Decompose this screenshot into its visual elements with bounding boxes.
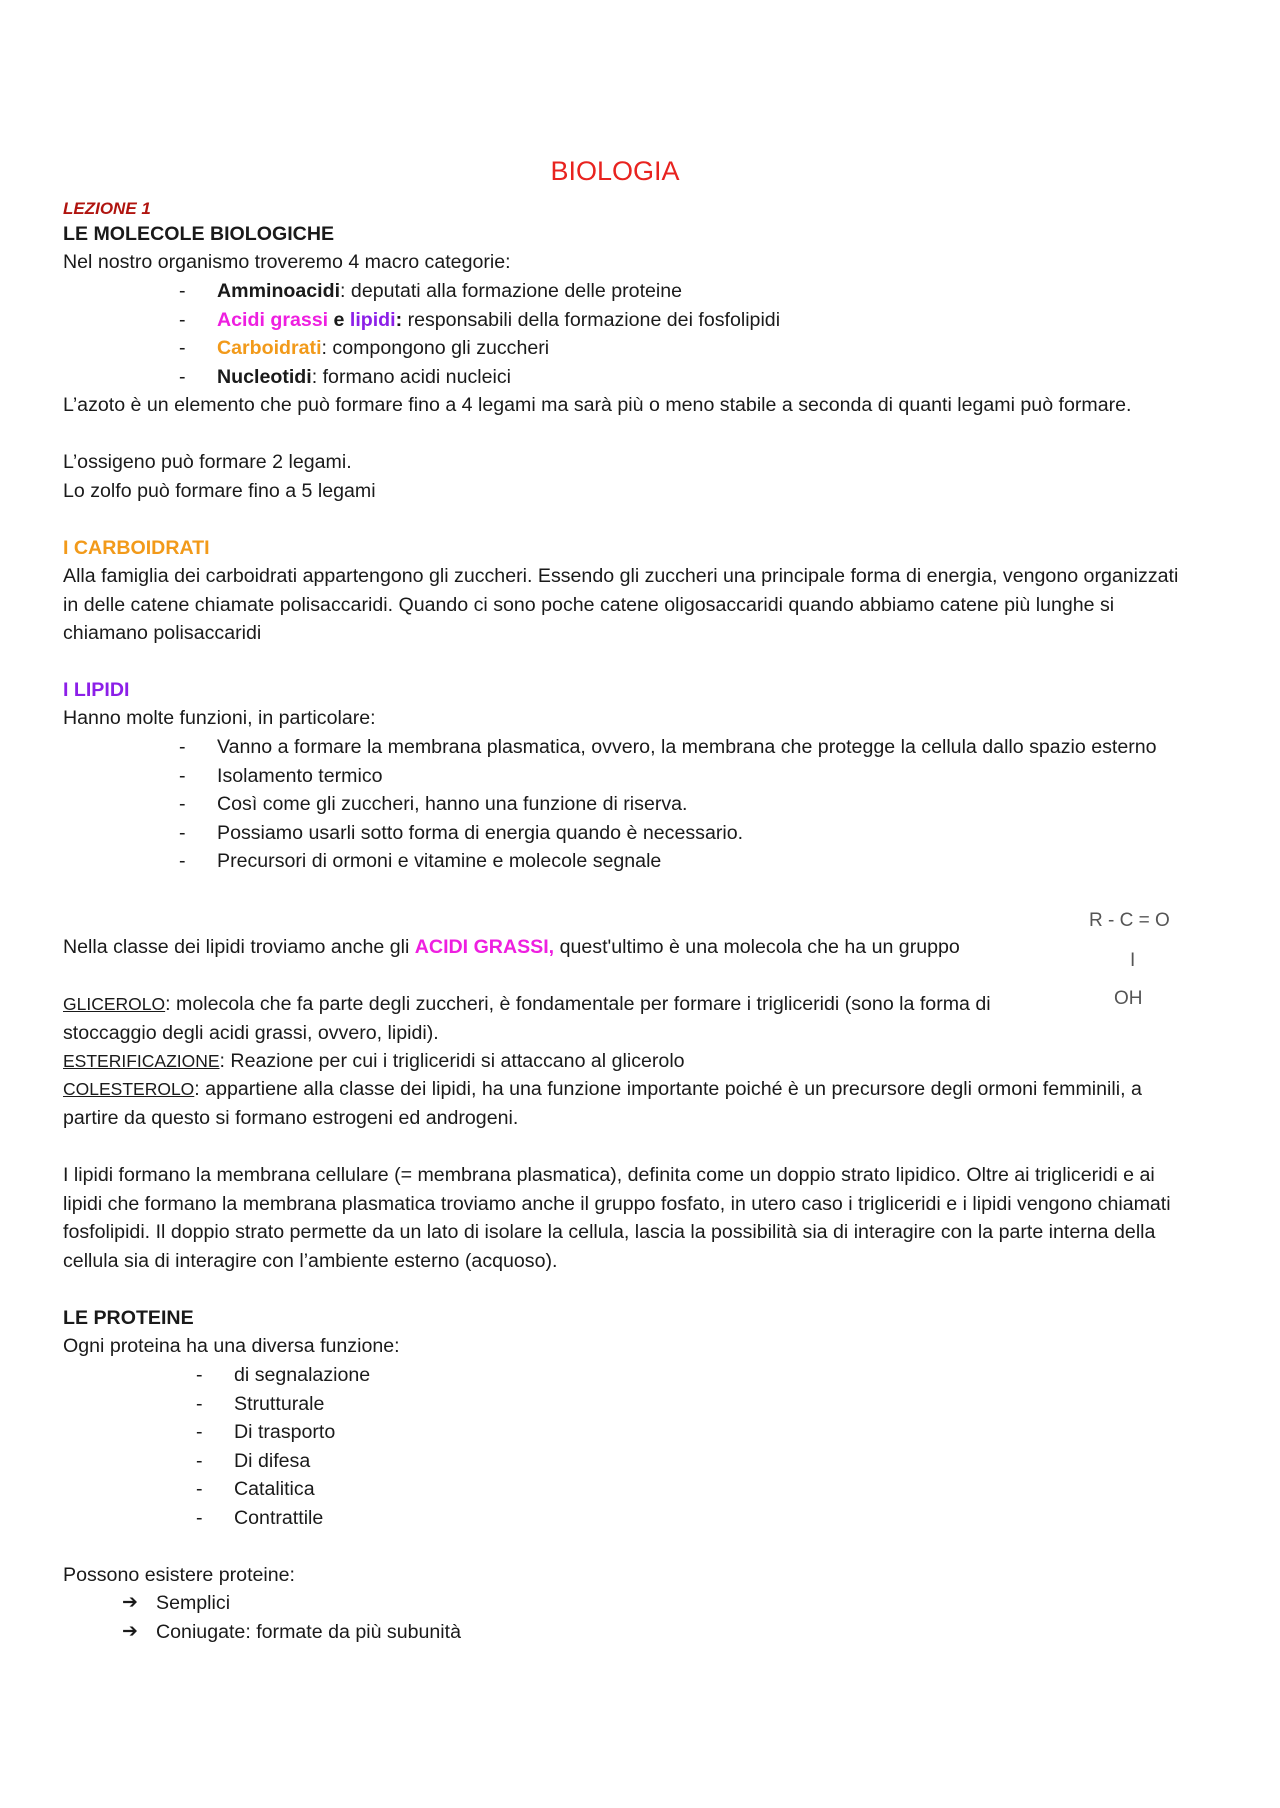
list-item: - Di difesa xyxy=(234,1447,834,1476)
lesson-label: LEZIONE 1 xyxy=(63,199,151,218)
arrow-icon: ➔ xyxy=(122,1620,138,1642)
molecole-intro: Nel nostro organismo troveremo 4 macro categorie: xyxy=(63,251,511,273)
membrana-text: I lipidi formano la membrana cellulare (= membrana plasmatica), definita come un doppio strato lipidico. Oltre ai trigliceridi e ai lipidi che formano la membrana plasmatica troviamo anche il gruppo fosfato, in utero caso i trigliceridi e i lipidi vengono chiamati fosfolipidi. Il doppio strato permette da un lato di isolare la cellula, lascia la possibilità sia di interagire con la parte interna della cellula sia di interagire con l’ambiente esterno (acquoso). xyxy=(63,1164,1171,1272)
carboxyl-group-formula: R - C = O I OH xyxy=(1089,910,1170,1009)
zolfo-text: Lo zolfo può formare fino a 5 legami xyxy=(63,480,376,502)
list-item: ➔ Semplici xyxy=(156,1589,756,1618)
list-item: - Strutturale xyxy=(234,1390,834,1419)
acidi-grassi-text: Nella classe dei lipidi troviamo anche gli ACIDI GRASSI, quest'ultimo è una molecola che ha un gruppo xyxy=(63,936,960,958)
molecole-list xyxy=(217,277,1177,391)
proteine-intro: Ogni proteina ha una diversa funzione: xyxy=(63,1335,400,1357)
list-item: ➔ Coniugate: formate da più subunità xyxy=(156,1618,756,1647)
esterificazione-text: ESTERIFICAZIONE: Reazione per cui i trigliceridi si attaccano al glicerolo xyxy=(63,1050,685,1072)
ossigeno-text: L’ossigeno può formare 2 legami. xyxy=(63,451,352,473)
list-item: - Acidi grassi e lipidi: responsabili della formazione dei fosfolipidi xyxy=(217,306,1177,335)
arrow-icon: ➔ xyxy=(122,1592,138,1613)
list-item: - Carboidrati: compongono gli zuccheri xyxy=(217,334,1177,363)
azoto-text: L’azoto è un elemento che può formare fino a 4 legami ma sarà più o meno stabile a seconda di quanti legami può formare. xyxy=(63,394,1132,416)
tipi-proteine-intro: Possono esistere proteine: xyxy=(63,1564,295,1586)
list-item: - Possiamo usarli sotto forma di energia quando è necessario. xyxy=(217,819,1237,848)
list-item: - Vanno a formare la membrana plasmatica, ovvero, la membrana che protegge la cellula dallo spazio esterno xyxy=(217,733,1237,762)
lipidi-intro: Hanno molte funzioni, in particolare: xyxy=(63,707,376,729)
tipi-proteine-list xyxy=(122,1589,756,1646)
document-title: BIOLOGIA xyxy=(550,156,680,186)
list-item: - Catalitica xyxy=(234,1475,834,1504)
list-item: - Di trasporto xyxy=(234,1418,834,1447)
list-item: - Isolamento termico xyxy=(217,762,1237,791)
glicerolo-text: GLICEROLO: molecola che fa parte degli zuccheri, è fondamentale per formare i trigliceridi (sono la forma di stoccaggio degli acidi grassi, ovvero, lipidi). xyxy=(63,993,991,1044)
list-item: - Contrattile xyxy=(234,1504,834,1533)
list-item: - Amminoacidi: deputati alla formazione delle proteine xyxy=(217,277,1177,306)
list-item: - Nucleotidi: formano acidi nucleici xyxy=(217,363,1177,392)
heading-carboidrati: I CARBOIDRATI xyxy=(63,537,210,559)
carboidrati-text: Alla famiglia dei carboidrati appartengono gli zuccheri. Essendo gli zuccheri una principale forma di energia, vengono organizzati in delle catene chiamate polisaccaridi. Quando ci sono poche catene oligosaccaridi quando abbiamo catene più lunghe si chiamano polisaccaridi xyxy=(63,565,1179,644)
proteine-list xyxy=(234,1361,834,1532)
heading-molecole: LE MOLECOLE BIOLOGICHE xyxy=(63,223,335,245)
colesterolo-text: COLESTEROLO: appartiene alla classe dei lipidi, ha una funzione importante poiché è un precursore degli ormoni femminili, a partire da questo si formano estrogeni ed androgeni. xyxy=(63,1078,1142,1129)
list-item: - di segnalazione xyxy=(234,1361,834,1390)
lipidi-list xyxy=(217,733,1237,876)
list-item: - Così come gli zuccheri, hanno una funzione di riserva. xyxy=(217,790,1237,819)
heading-lipidi: I LIPIDI xyxy=(63,679,130,701)
heading-proteine: LE PROTEINE xyxy=(63,1307,194,1329)
list-item: - Precursori di ormoni e vitamine e molecole segnale xyxy=(217,847,1237,876)
